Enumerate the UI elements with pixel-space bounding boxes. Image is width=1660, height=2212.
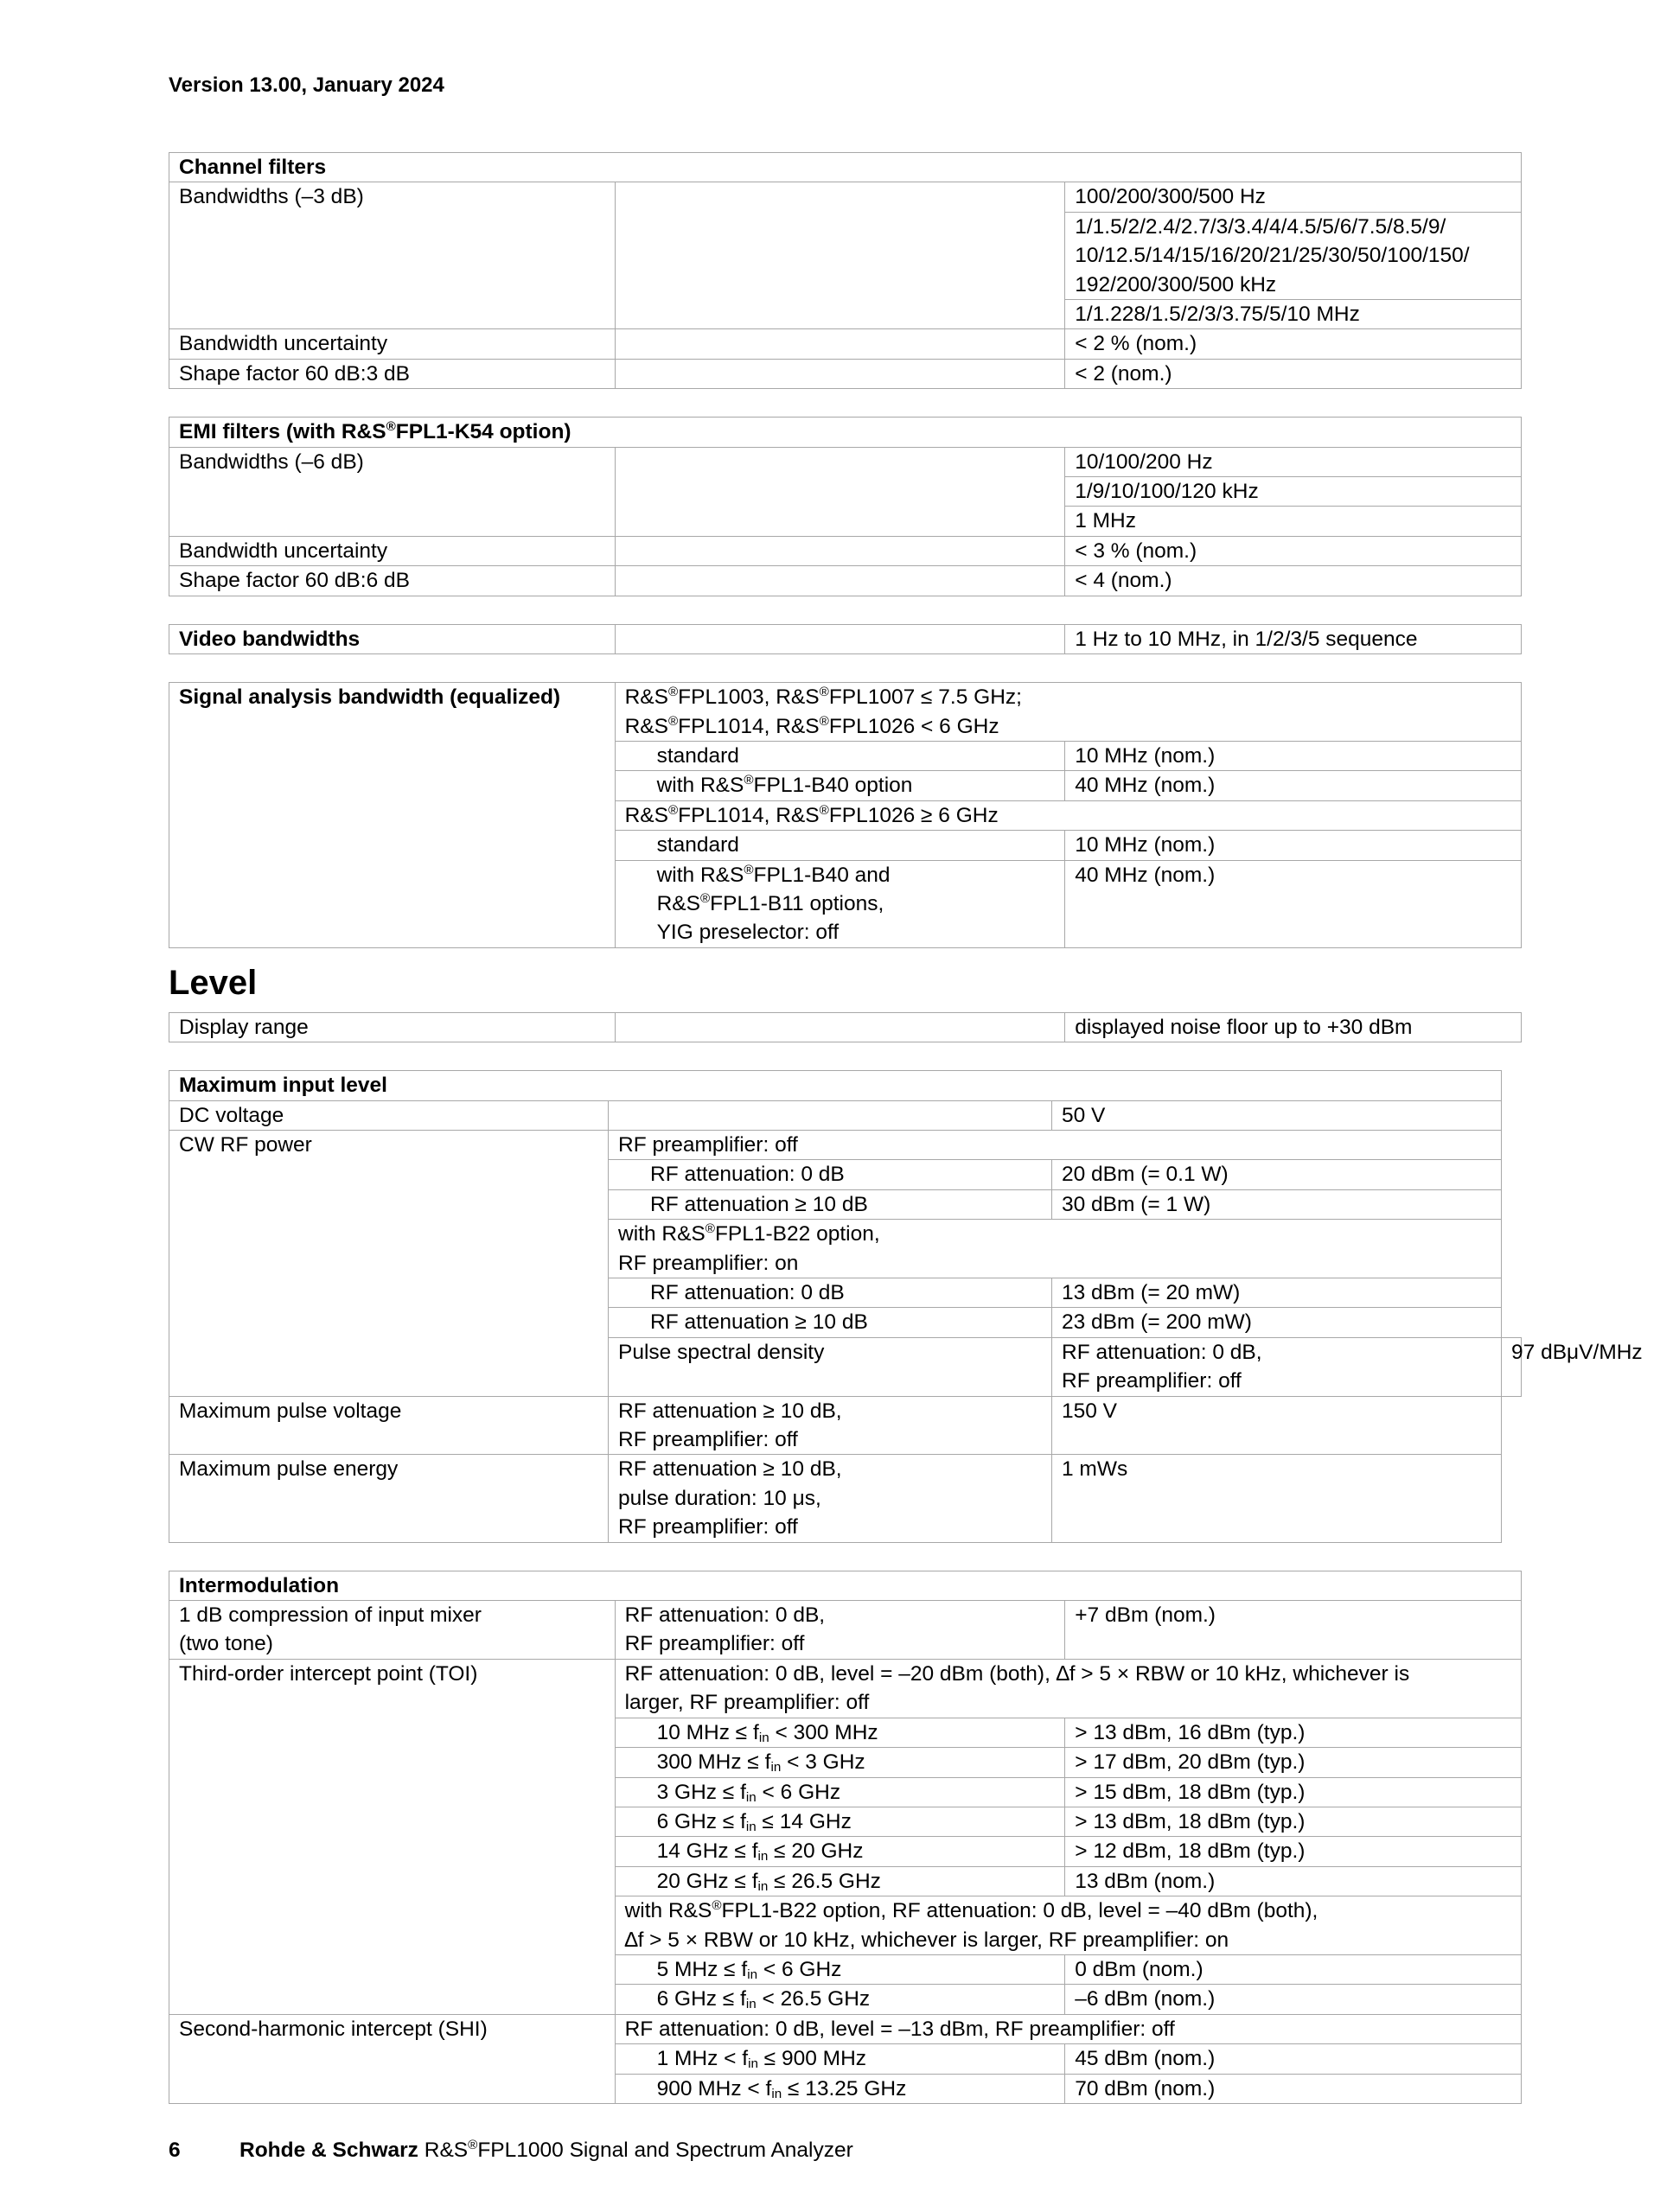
video-bandwidths-table (169, 624, 1522, 654)
page-number: 6 (169, 2139, 181, 2162)
empty-cell (615, 182, 1065, 329)
condition: RF attenuation ≥ 10 dB, pulse duration: 10 μs, RF preamplifier: off (609, 1455, 1052, 1542)
frequency-range: 6 GHz ≤ $f_{in} \le 14$ GHz (615, 1807, 1065, 1836)
uncertainty-value: < 2 % (nom.) (1065, 329, 1522, 359)
condition: RF attenuation ≥ 10 dB, RF preamplifier: off (609, 1396, 1052, 1455)
emi-bandwidth-value: 10/100/200 Hz (1065, 447, 1522, 476)
value: –6 dBm (nom.) (1065, 1985, 1522, 2014)
display-range-table (169, 1012, 1522, 1042)
value: 20 dBm (= 0.1 W) (1052, 1160, 1502, 1189)
empty-cell (615, 329, 1065, 359)
value: 10 MHz (nom.) (1065, 741, 1522, 770)
value: 70 dBm (nom.) (1065, 2074, 1522, 2103)
value: 1 mWs (1052, 1455, 1502, 1542)
value: 150 V (1052, 1396, 1502, 1455)
empty-cell (615, 566, 1065, 596)
display-range-label: Display range (169, 1012, 616, 1042)
condition-group: RF attenuation: 0 dB, level = –20 dBm (both), ∆f > 5 × RBW or 10 kHz, whichever is larger, RF preamplifier: off (615, 1659, 1521, 1718)
empty-cell (609, 1100, 1052, 1130)
condition-group: RF attenuation: 0 dB, level = –13 dBm, RF preamplifier: off (615, 2014, 1521, 2043)
bandwidth-value: 1/1.228/1.5/2/3/3.75/5/10 MHz (1065, 300, 1522, 329)
channel-filters-title: Channel filters (169, 153, 1522, 182)
value: 45 dBm (nom.) (1065, 2044, 1522, 2074)
empty-cell (615, 1012, 1065, 1042)
empty-cell (615, 359, 1065, 388)
condition: standard (615, 741, 1065, 770)
page-footer (169, 2139, 853, 2163)
empty-cell (615, 447, 1065, 536)
compression-label: 1 dB compression of input mixer (two tone) (169, 1601, 616, 1660)
intermodulation-table (169, 1571, 1522, 2104)
version-header: Version 13.00, January 2024 (169, 73, 444, 97)
frequency-range: 1 MHz < $f_{in} \le 900$ MHz (615, 2044, 1065, 2074)
value: 23 dBm (= 200 mW) (1052, 1308, 1502, 1337)
frequency-range: 900 MHz < $f_{in} \le 13.25$ GHz (615, 2074, 1065, 2103)
shape-factor-value: < 2 (nom.) (1065, 359, 1522, 388)
footer-product: R&S®FPL1000 Signal and Spectrum Analyzer (418, 2137, 853, 2162)
frequency-range: 300 MHz ≤ $f_{in} < 3$ GHz (615, 1748, 1065, 1777)
frequency-range: 3 GHz ≤ $f_{in} < 6$ GHz (615, 1777, 1065, 1807)
emi-shape-label: Shape factor 60 dB:6 dB (169, 566, 616, 596)
value: > 12 dBm, 18 dBm (typ.) (1065, 1837, 1522, 1866)
bandwidth-value: 1/1.5/2/2.4/2.7/3/3.4/4/4.5/5/6/7.5/8.5/9/ (1065, 212, 1522, 241)
section-title-level: Level (169, 963, 258, 1002)
shi-label: Second-harmonic intercept (SHI) (169, 2014, 616, 2103)
condition: RF attenuation ≥ 10 dB (609, 1308, 1052, 1337)
condition: with R&S®FPL1-B40 option (615, 771, 1065, 800)
max-input-title: Maximum input level (169, 1071, 1502, 1100)
footer-brand: Rohde & Schwarz (239, 2139, 418, 2162)
emi-bandwidths-label: Bandwidths (–6 dB) (169, 447, 616, 536)
condition: standard (615, 831, 1065, 860)
value: 97 dBμV/MHz (1502, 1337, 1522, 1396)
condition: RF attenuation ≥ 10 dB (609, 1189, 1052, 1219)
value: 40 MHz (nom.) (1065, 860, 1522, 947)
value: 30 dBm (= 1 W) (1052, 1189, 1502, 1219)
frequency-range: 14 GHz ≤ $f_{in} \le 20$ GHz (615, 1837, 1065, 1866)
empty-cell (615, 624, 1065, 653)
shape-factor-label: Shape factor 60 dB:3 dB (169, 359, 616, 388)
value: > 13 dBm, 18 dBm (typ.) (1065, 1807, 1522, 1836)
condition: with R&S®FPL1-B40 and R&S®FPL1-B11 options, YIG preselector: off (615, 860, 1065, 947)
spec-content (169, 152, 1643, 2104)
value: > 13 dBm, 16 dBm (typ.) (1065, 1718, 1522, 1747)
dc-voltage-label: DC voltage (169, 1100, 609, 1130)
emi-uncertainty-value: < 3 % (nom.) (1065, 536, 1522, 565)
condition-group: R&S®FPL1003, R&S®FPL1007 ≤ 7.5 GHz; R&S®FPL1014, R&S®FPL1026 < 6 GHz (615, 683, 1521, 742)
empty-cell (615, 536, 1065, 565)
emi-bandwidth-value: 1 MHz (1065, 507, 1522, 536)
pulse-spectral-density-label: Pulse spectral density (609, 1337, 1052, 1396)
video-bandwidths-label: Video bandwidths (169, 624, 616, 653)
max-pulse-voltage-label: Maximum pulse voltage (169, 1396, 609, 1455)
value: 13 dBm (= 20 mW) (1052, 1278, 1502, 1308)
condition: RF attenuation: 0 dB, RF preamplifier: off (1052, 1337, 1502, 1396)
dc-voltage-value: 50 V (1052, 1100, 1502, 1130)
bandwidth-value: 10/12.5/14/15/16/20/21/25/30/50/100/150/ (1065, 241, 1522, 270)
channel-filters-table (169, 152, 1522, 389)
value: +7 dBm (nom.) (1065, 1601, 1522, 1660)
condition-group: R&S®FPL1014, R&S®FPL1026 ≥ 6 GHz (615, 800, 1521, 830)
cw-rf-power-label: CW RF power (169, 1130, 609, 1396)
bandwidth-value: 192/200/300/500 kHz (1065, 271, 1522, 300)
frequency-range: 20 GHz ≤ $f_{in} \le 26.5$ GHz (615, 1866, 1065, 1896)
emi-uncertainty-label: Bandwidth uncertainty (169, 536, 616, 565)
value: > 17 dBm, 20 dBm (typ.) (1065, 1748, 1522, 1777)
condition-group: with R&S®FPL1-B22 option, RF attenuation: 0 dB, level = –40 dBm (both), ∆f > 5 × RBW or 10 kHz, whichever is larger, RF preamplifier: on (615, 1896, 1521, 1955)
signal-analysis-label: Signal analysis bandwidth (equalized) (169, 683, 616, 948)
condition: RF attenuation: 0 dB (609, 1160, 1052, 1189)
max-input-table (169, 1070, 1643, 1543)
condition-group: with R&S®FPL1-B22 option, RF preamplifier: on (609, 1220, 1502, 1278)
emi-filters-title: EMI filters (with R&S®FPL1-K54 option) (169, 418, 1522, 447)
toi-label: Third-order intercept point (TOI) (169, 1659, 616, 2014)
condition: RF attenuation: 0 dB (609, 1278, 1052, 1308)
value: 40 MHz (nom.) (1065, 771, 1522, 800)
condition: RF attenuation: 0 dB, RF preamplifier: off (615, 1601, 1065, 1660)
uncertainty-label: Bandwidth uncertainty (169, 329, 616, 359)
value: 13 dBm (nom.) (1065, 1866, 1522, 1896)
frequency-range: 6 GHz ≤ $f_{in} < 26.5$ GHz (615, 1985, 1065, 2014)
value: 10 MHz (nom.) (1065, 831, 1522, 860)
max-pulse-energy-label: Maximum pulse energy (169, 1455, 609, 1542)
emi-filters-table (169, 417, 1522, 596)
value: 0 dBm (nom.) (1065, 1954, 1522, 1984)
intermodulation-title: Intermodulation (169, 1571, 1522, 1600)
frequency-range: 5 MHz ≤ $f_{in} < 6$ GHz (615, 1954, 1065, 1984)
bandwidths-label: Bandwidths (–3 dB) (169, 182, 616, 329)
video-bandwidths-value: 1 Hz to 10 MHz, in 1/2/3/5 sequence (1065, 624, 1522, 653)
signal-analysis-table (169, 682, 1522, 948)
emi-bandwidth-value: 1/9/10/100/120 kHz (1065, 477, 1522, 507)
value: > 15 dBm, 18 dBm (typ.) (1065, 1777, 1522, 1807)
display-range-value: displayed noise floor up to +30 dBm (1065, 1012, 1522, 1042)
frequency-range: 10 MHz ≤ $f_{in} < 300$ MHz (615, 1718, 1065, 1747)
emi-shape-value: < 4 (nom.) (1065, 566, 1522, 596)
bandwidth-value: 100/200/300/500 Hz (1065, 182, 1522, 212)
condition-group: RF preamplifier: off (609, 1130, 1502, 1159)
